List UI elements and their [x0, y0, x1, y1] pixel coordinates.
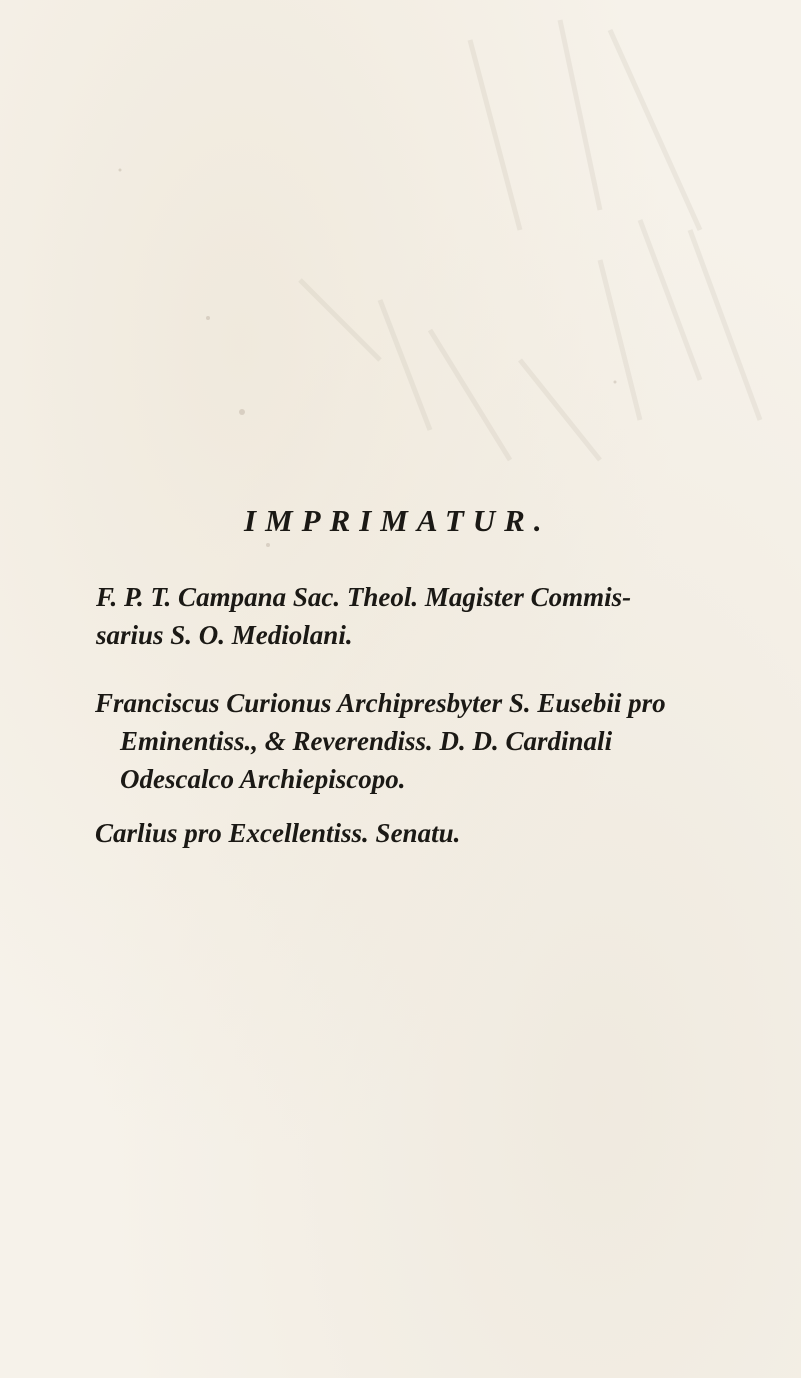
- approval-entry-carlius: [95, 814, 460, 852]
- entry-line: F. P. T. Campana Sac. Theol. Magister Commis-: [96, 582, 632, 612]
- entry-line: sarius S. O. Mediolani.: [96, 620, 353, 650]
- entry-line: Odescalco Archiepiscopo.: [120, 764, 406, 794]
- imprimatur-heading: IMPRIMATUR.: [244, 503, 551, 538]
- entry-line: Franciscus Curionus Archipresbyter S. Eusebii pro: [95, 688, 666, 718]
- approval-entry-campana: [96, 578, 631, 654]
- approval-entry-curionus: [95, 684, 666, 798]
- entry-line: Eminentiss., & Reverendiss. D. D. Cardinali: [120, 726, 613, 756]
- entry-line: Carlius pro Excellentiss. Senatu.: [95, 818, 461, 848]
- show-through-watermark: [0, 0, 801, 560]
